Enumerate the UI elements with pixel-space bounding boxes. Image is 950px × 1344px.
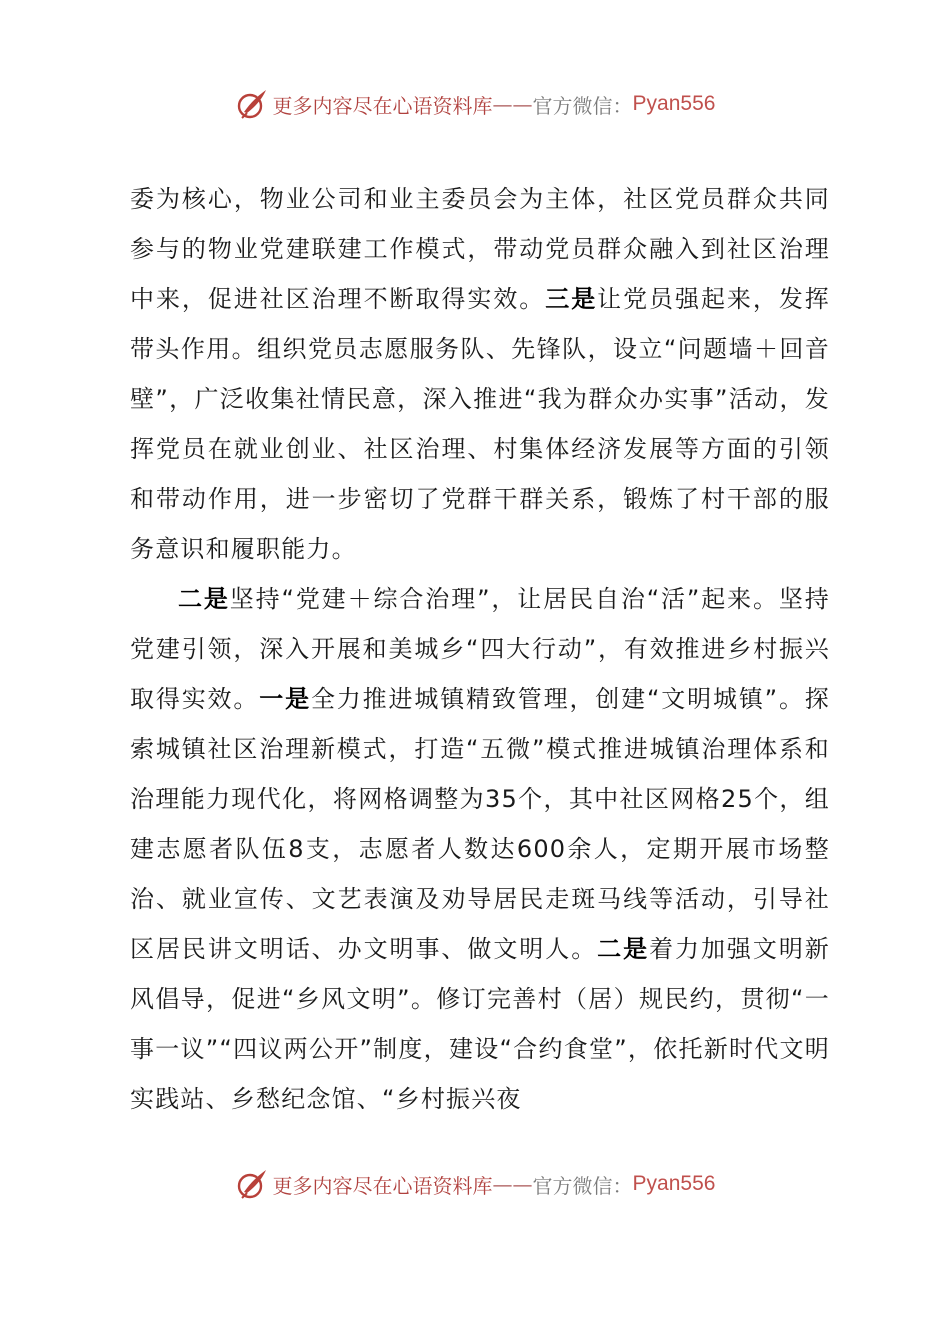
banner-wechat-label: 官方微信：: [532, 93, 633, 118]
document-body: [130, 174, 830, 1124]
bold-lead-phrase: 一是: [259, 685, 311, 713]
bold-lead-phrase: 二是: [178, 585, 230, 613]
banner-wechat-label: 官方微信：: [532, 1173, 633, 1198]
banner-brand-text: 更多内容尽在心语资料库: [272, 1173, 493, 1198]
paragraph-text: 委为核心，物业公司和业主委员会为主体，社区党员群众共同参与的物业党建联建工作模式，带动党员群众融入到社区治理中来，促进社区治理不断取得实效。: [130, 185, 830, 313]
quill-pen-logo-icon: [235, 87, 269, 121]
body-paragraph: [130, 174, 830, 574]
header-watermark-banner: [0, 82, 950, 126]
bold-lead-phrase: 三是: [545, 285, 598, 313]
banner-dash: ——: [492, 92, 533, 116]
paragraph-text: 着力加强文明新风倡导，促进“乡风文明”。修订完善村（居）规民约，贯彻“一事一议”“四议两公开”制度，建设“合约食堂”，依托新时代文明实践站、乡愁纪念馆、“乡村振兴夜: [130, 935, 830, 1113]
bold-lead-phrase: 二是: [597, 935, 650, 963]
banner-wechat-id: Pyan556: [632, 1172, 716, 1195]
paragraph-text: 全力推进城镇精致管理，创建“文明城镇”。探索城镇社区治理新模式，打造“五微”模式推进城镇治理体系和治理能力现代化，将网格调整为35个，其中社区网格25个，组建志愿者队伍8支，志愿者人数达600余人，定期开展市场整治、就业宣传、文艺表演及劝导居民走斑马线等活动，引导社区居民讲文明话、办文明事、做文明人。: [130, 685, 830, 963]
paragraph-text: 坚持“党建＋综合治理”，让居民自治“活”起来。坚持党建引领，深入开展和美城乡“四大行动”，有效推进乡村振兴取得实效。: [130, 585, 830, 713]
footer-watermark-banner: [0, 1162, 950, 1206]
quill-pen-logo-icon: [235, 1167, 269, 1201]
banner-dash: ——: [492, 1172, 533, 1196]
body-paragraph: [130, 574, 830, 1124]
banner-brand-text: 更多内容尽在心语资料库: [272, 93, 493, 118]
paragraph-text: 让党员强起来，发挥带头作用。组织党员志愿服务队、先锋队，设立“问题墙＋回音壁”，广泛收集社情民意，深入推进“我为群众办实事”活动，发挥党员在就业创业、社区治理、村集体经济发展等方面的引领和带动作用，进一步密切了党群干群关系，锻炼了村干部的服务意识和履职能力。: [130, 285, 830, 563]
banner-wechat-id: Pyan556: [632, 92, 716, 115]
